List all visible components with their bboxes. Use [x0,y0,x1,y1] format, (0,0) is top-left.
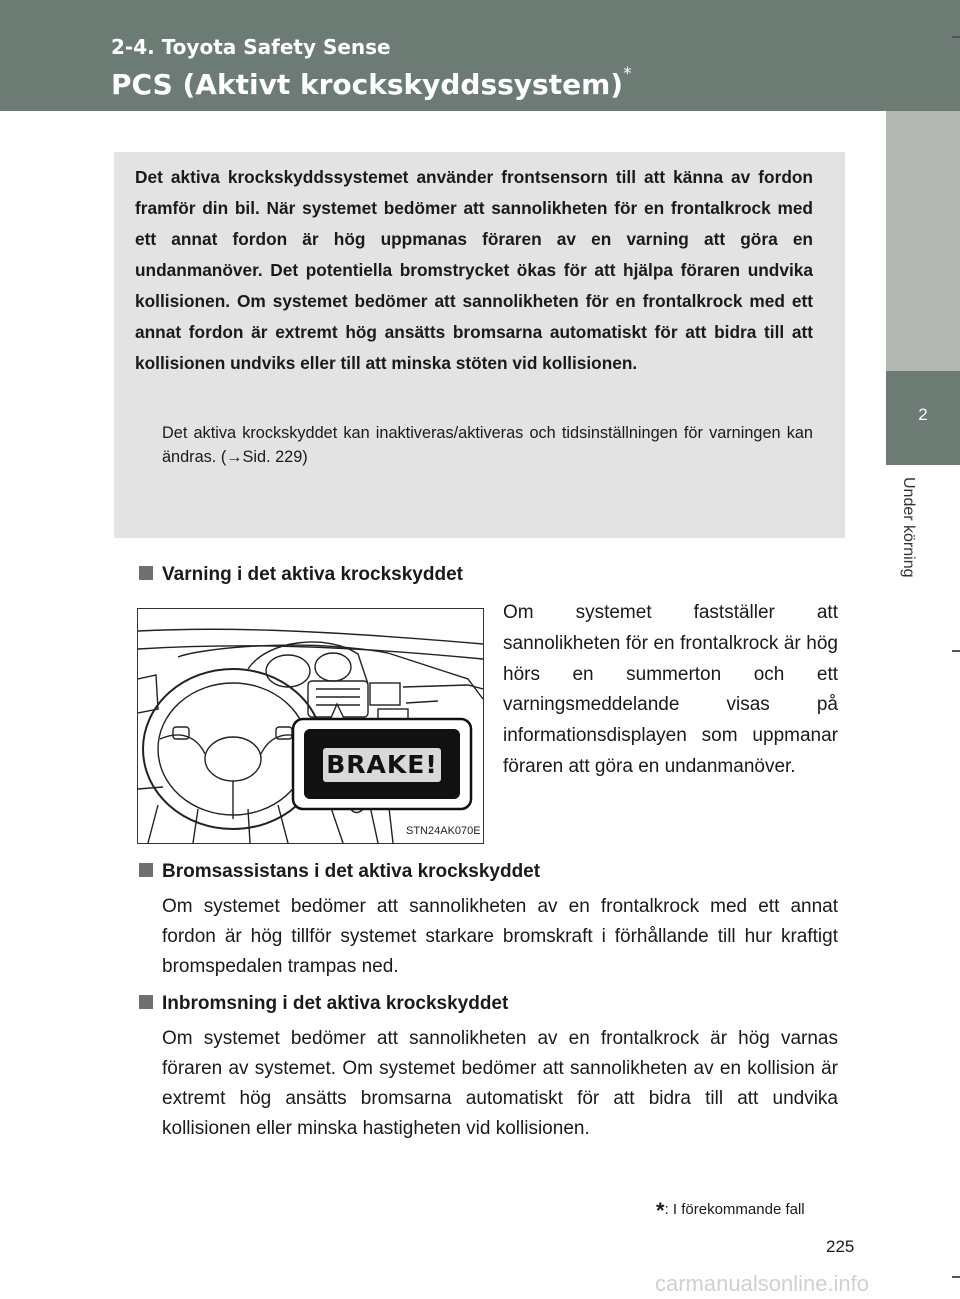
crop-mark [952,1276,960,1278]
crop-mark [952,650,960,652]
display-message: BRAKE! [326,750,438,779]
arrow-icon: → [226,448,243,466]
intro-note [162,421,813,469]
section-heading-text: Bromsassistans i det aktiva krockskyddet [162,861,541,882]
section-text: Om systemet fastställer att sannolikheten för en frontalkrock är hög hörs en summerton och ett varningsmeddelande visas på informationsdisplayen som uppmanar föraren att göra en undanmanöver. [503,602,838,777]
section-heading-text: Varning i det aktiva krockskyddet [162,564,463,585]
chapter-number: 2 [918,405,928,424]
footnote [656,1198,805,1224]
square-bullet-icon [139,566,153,580]
page-header [0,0,960,111]
title-asterisk: * [623,64,632,84]
page-title-text: PCS (Aktivt krockskyddssystem) [111,68,624,101]
page-number: 225 [826,1237,855,1256]
section-heading [139,993,508,1015]
side-tab-background [886,111,960,371]
square-bullet-icon [139,995,153,1009]
page-title [111,64,632,101]
footnote-text: : I förekommande fall [664,1201,805,1218]
section-text: Om systemet bedömer att sannolikheten av en frontalkrock med ett annat fordon är hög tillför systemet starkare bromskraft i förhållande till hur kraftigt bromspedalen trampas ned. [162,896,838,977]
watermark: carmanualsonline.info [655,1271,870,1296]
section-heading [139,564,463,586]
page-reference: Sid. 229) [242,448,308,466]
intro-note-text: Det aktiva krockskyddet kan inaktiveras/aktiveras och tidsinställningen för varningen kan ändras. ( [162,424,813,466]
steering-wheel-dashboard-drawing [138,609,483,843]
section-heading [139,861,540,883]
square-bullet-icon [139,863,153,877]
crop-mark [952,36,960,38]
figure-code: STN24AK070E [406,825,481,837]
intro-text: Det aktiva krockskyddssystemet använder frontsensorn till att känna av fordon framför din bil. När systemet bedömer att sannolikheten för en frontalkrock med ett annat fordon är hög uppmanas föraren av en varning att göra en undanmanöver. Det potentiella bromstrycket ökas för att hjälpa föraren undvika kollisionen. Om systemet bedömer att sannolikheten för en frontalkrock med ett annat fordon är extremt hög ansätts bromsarna automatiskt för att bidra till att kollisionen undviks eller till att minska stöten vid kollisionen. [135,167,813,373]
chapter-label: Under körning [900,477,917,578]
section-label: 2-4. Toyota Safety Sense [111,35,391,59]
dashboard-illustration [137,608,484,844]
section-text: Om systemet bedömer att sannolikheten av en frontalkrock är hög varnas föraren av systemet. Om systemet bedömer att sannolikheten av en kollision är extremt hög ansätts bromsarna automatiskt för att bidra till att undvika kollisionen eller minska hastigheten vid kollisionen. [162,1028,838,1139]
section-heading-text: Inbromsning i det aktiva krockskyddet [162,993,509,1014]
asterisk-icon: * [656,1198,665,1223]
